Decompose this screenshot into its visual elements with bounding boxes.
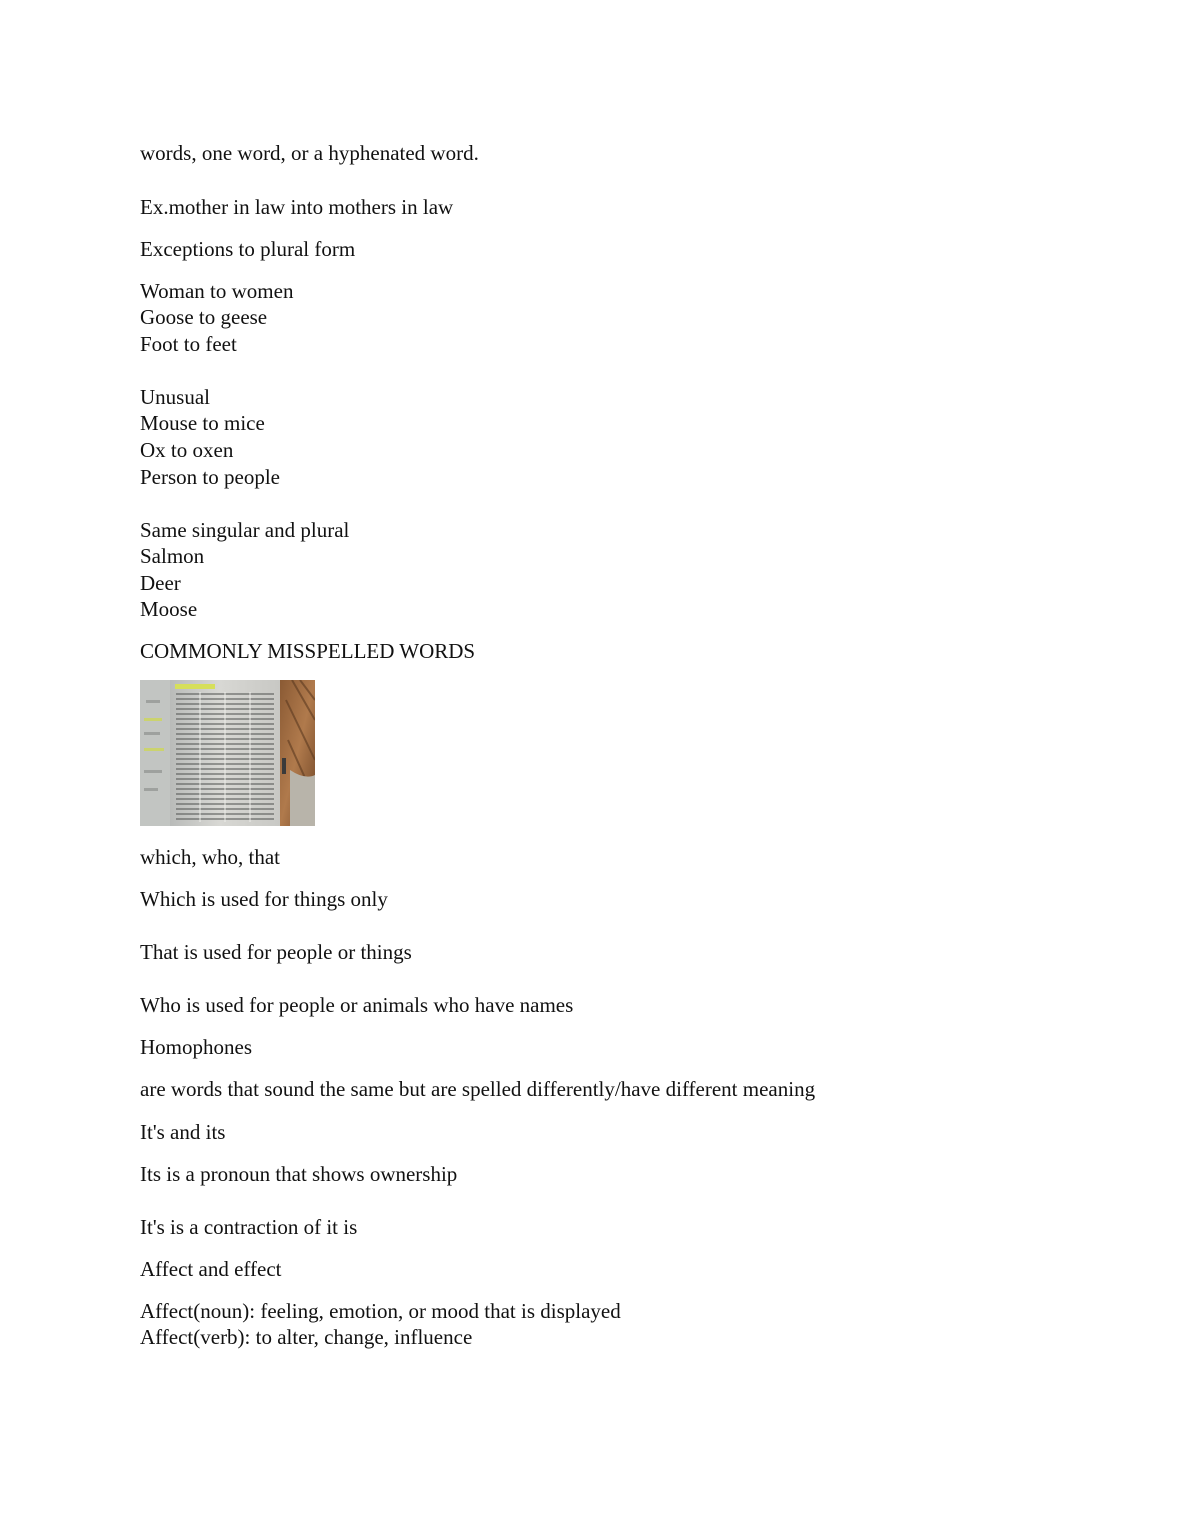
text-line: are words that sound the same but are spelled differently/have different meaning [140,1077,816,1101]
section-heading: Homophones [140,1035,252,1059]
list-item: Woman to women [140,279,294,303]
section-heading: Affect and effect [140,1257,282,1281]
list-item: Goose to geese [140,305,268,329]
text-line: It's is a contraction of it is [140,1215,358,1239]
list-item: Salmon [140,544,205,568]
list-item: Ox to oxen [140,438,234,462]
text-line: words, one word, or a hyphenated word. [140,141,479,165]
list-item: Foot to feet [140,332,237,356]
section-heading: It's and its [140,1120,226,1144]
section-heading: Unusual [140,385,210,409]
section-heading: Exceptions to plural form [140,237,356,261]
text-line: Its is a pronoun that shows ownership [140,1162,458,1186]
text-line: Which is used for things only [140,887,388,911]
section-heading: which, who, that [140,845,280,869]
text-line: Affect(noun): feeling, emotion, or mood that is displayed [140,1299,621,1323]
list-item: Moose [140,597,198,621]
text-line: Affect(verb): to alter, change, influence [140,1325,473,1349]
section-heading: COMMONLY MISSPELLED WORDS [140,639,476,663]
list-item: Person to people [140,465,280,489]
list-item: Mouse to mice [140,411,265,435]
list-item: Deer [140,571,181,595]
section-heading: Same singular and plural [140,518,350,542]
text-line: That is used for people or things [140,940,412,964]
text-line: Who is used for people or animals who have names [140,993,574,1017]
text-line: Ex.mother in law into mothers in law [140,195,454,219]
misspelled-words-photo [140,680,315,826]
